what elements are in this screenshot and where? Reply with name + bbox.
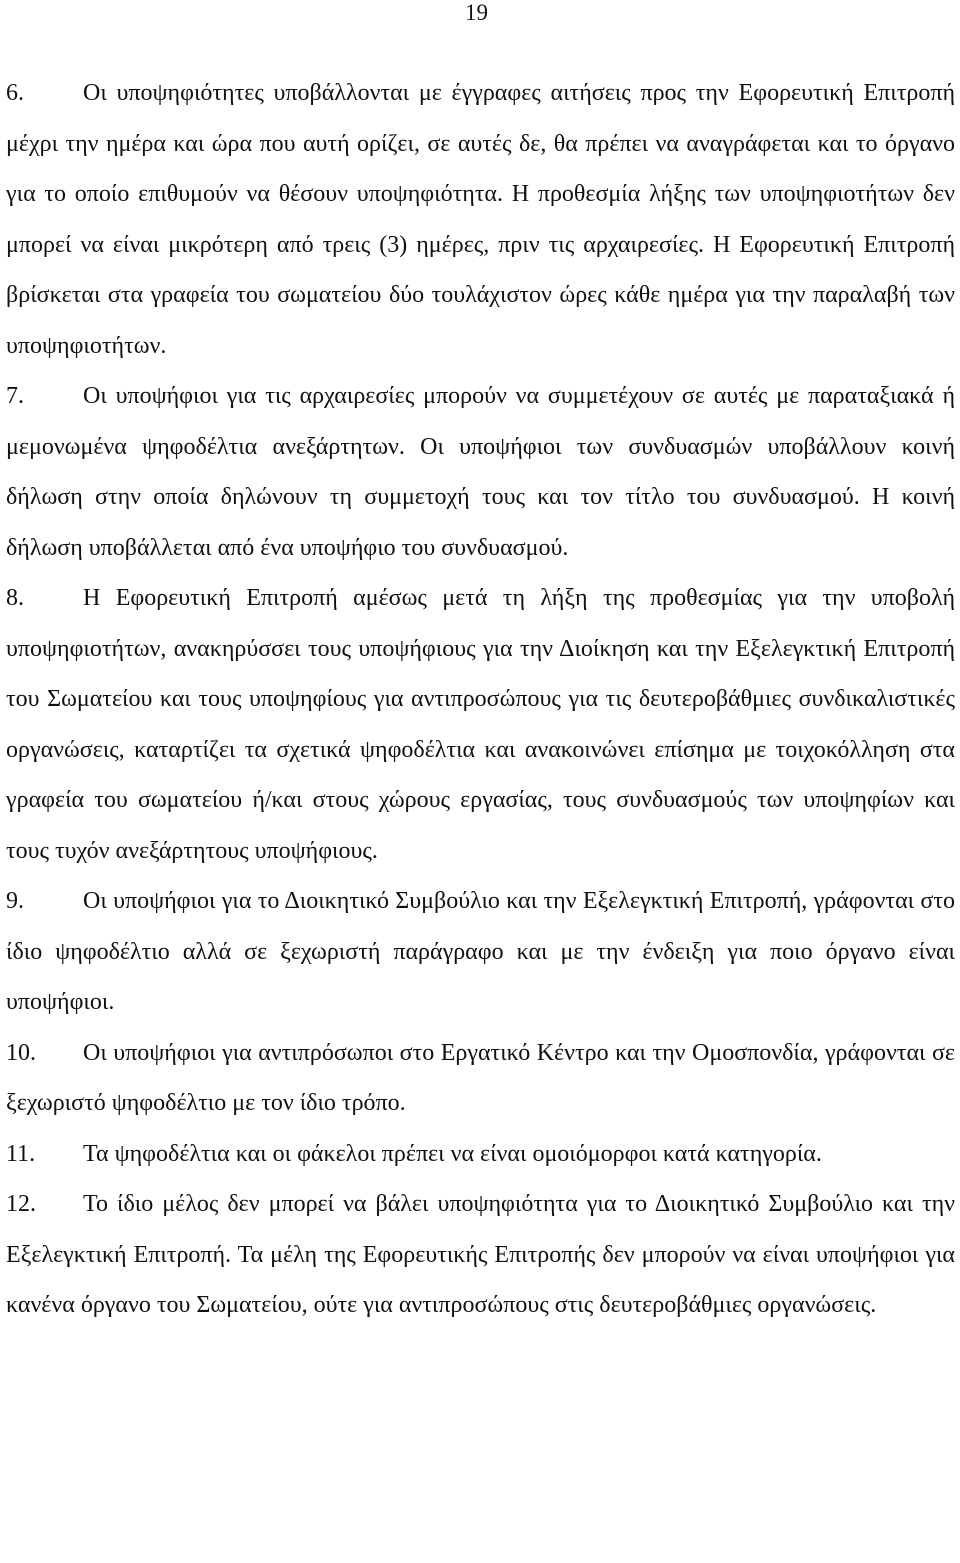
paragraph-11 — [6, 1129, 955, 1180]
paragraph-number: 11. — [6, 1140, 36, 1167]
paragraph-text: Οι υποψήφιοι για τις αρχαιρεσίες μπορούν να συμμετέχουν σε αυτές με παραταξιακά ή μεμονωμένα ψηφοδέλτια ανεξάρτητων. Οι υποψήφιοι των συνδυασμών υποβάλλουν κοινή δήλωση στην οποία δηλώνουν τη συμμετοχή τους και τον τίτλο του συνδυασμού. Η κοινή δήλωση υποβάλλεται από ένα υποψήφιο του συνδυασμού. — [6, 383, 955, 561]
document-body — [6, 68, 955, 1331]
paragraph-text: Η Εφορευτική Επιτροπή αμέσως μετά τη λήξη της προθεσμίας για την υποβολή υποψηφιοτήτων, ανακηρύσσει τους υποψήφιους για την Διοίκηση και την Εξελεγκτική Επιτροπή του Σωματείου και τους υποψηφίους για αντιπροσώπους για τις δευτεροβάθμιες συνδικαλιστικές οργανώσεις, καταρτίζει τα σχετικά ψηφοδέλτια και ανακοινώνει επίσημα με τοιχοκόλληση στα γραφεία του σωματείου ή/και στους χώρους εργασίας, τους συνδυασμούς των υποψηφίων και τους τυχόν ανεξάρτητους υποψήφιους. — [6, 585, 955, 864]
paragraph-number: 8. — [6, 585, 24, 611]
paragraph-number: 9. — [6, 888, 24, 914]
paragraph-6 — [6, 68, 955, 371]
paragraph-text: Οι υποψήφιοι για το Διοικητικό Συμβούλιο και την Εξελεγκτική Επιτροπή, γράφονται στο ίδιο ψηφοδέλτιο αλλά σε ξεχωριστή παράγραφο και με την ένδειξη για ποιο όργανο είναι υποψήφιοι. — [6, 888, 955, 1015]
page-number: 19 — [465, 0, 488, 25]
paragraph-text: Τα ψηφοδέλτια και οι φάκελοι πρέπει να είναι ομοιόμορφοι κατά κατηγορία. — [83, 1140, 822, 1167]
paragraph-8 — [6, 573, 955, 876]
paragraph-number: 7. — [6, 383, 24, 409]
paragraph-7 — [6, 371, 955, 573]
paragraph-number: 12. — [6, 1191, 36, 1217]
paragraph-number: 6. — [6, 80, 24, 106]
paragraph-10 — [6, 1028, 955, 1129]
paragraph-9 — [6, 876, 955, 1028]
paragraph-text: Οι υποψηφιότητες υποβάλλονται με έγγραφες αιτήσεις προς την Εφορευτική Επιτροπή μέχρι την ημέρα και ώρα που αυτή ορίζει, σε αυτές δε, θα πρέπει να αναγράφεται και το όργανο για το οποίο επιθυμούν να θέσουν υποψηφιότητα. Η προθεσμία λήξης των υποψηφιοτήτων δεν μπορεί να είναι μικρότερη από τρεις (3) ημέρες, πριν τις αρχαιρεσίες. Η Εφορευτική Επιτροπή βρίσκεται στα γραφεία του σωματείου δύο τουλάχιστον ώρες κάθε ημέρα για την παραλαβή των υποψηφιοτήτων. — [6, 80, 955, 359]
paragraph-number: 10. — [6, 1039, 36, 1066]
paragraph-text: Οι υποψήφιοι για αντιπρόσωποι στο Εργατικό Κέντρο και την Ομοσπονδία, γράφονται σε ξεχωριστό ψηφοδέλτιο με τον ίδιο τρόπο. — [6, 1039, 955, 1116]
paragraph-text: Το ίδιο μέλος δεν μπορεί να βάλει υποψηφιότητα για το Διοικητικό Συμβούλιο και την Εξελεγκτική Επιτροπή. Τα μέλη της Εφορευτικής Επιτροπής δεν μπορούν να είναι υποψήφιοι για κανένα όργανο του Σωματείου, ούτε για αντιπροσώπους στις δευτεροβάθμιες οργανώσεις. — [6, 1191, 955, 1318]
paragraph-12 — [6, 1179, 955, 1331]
